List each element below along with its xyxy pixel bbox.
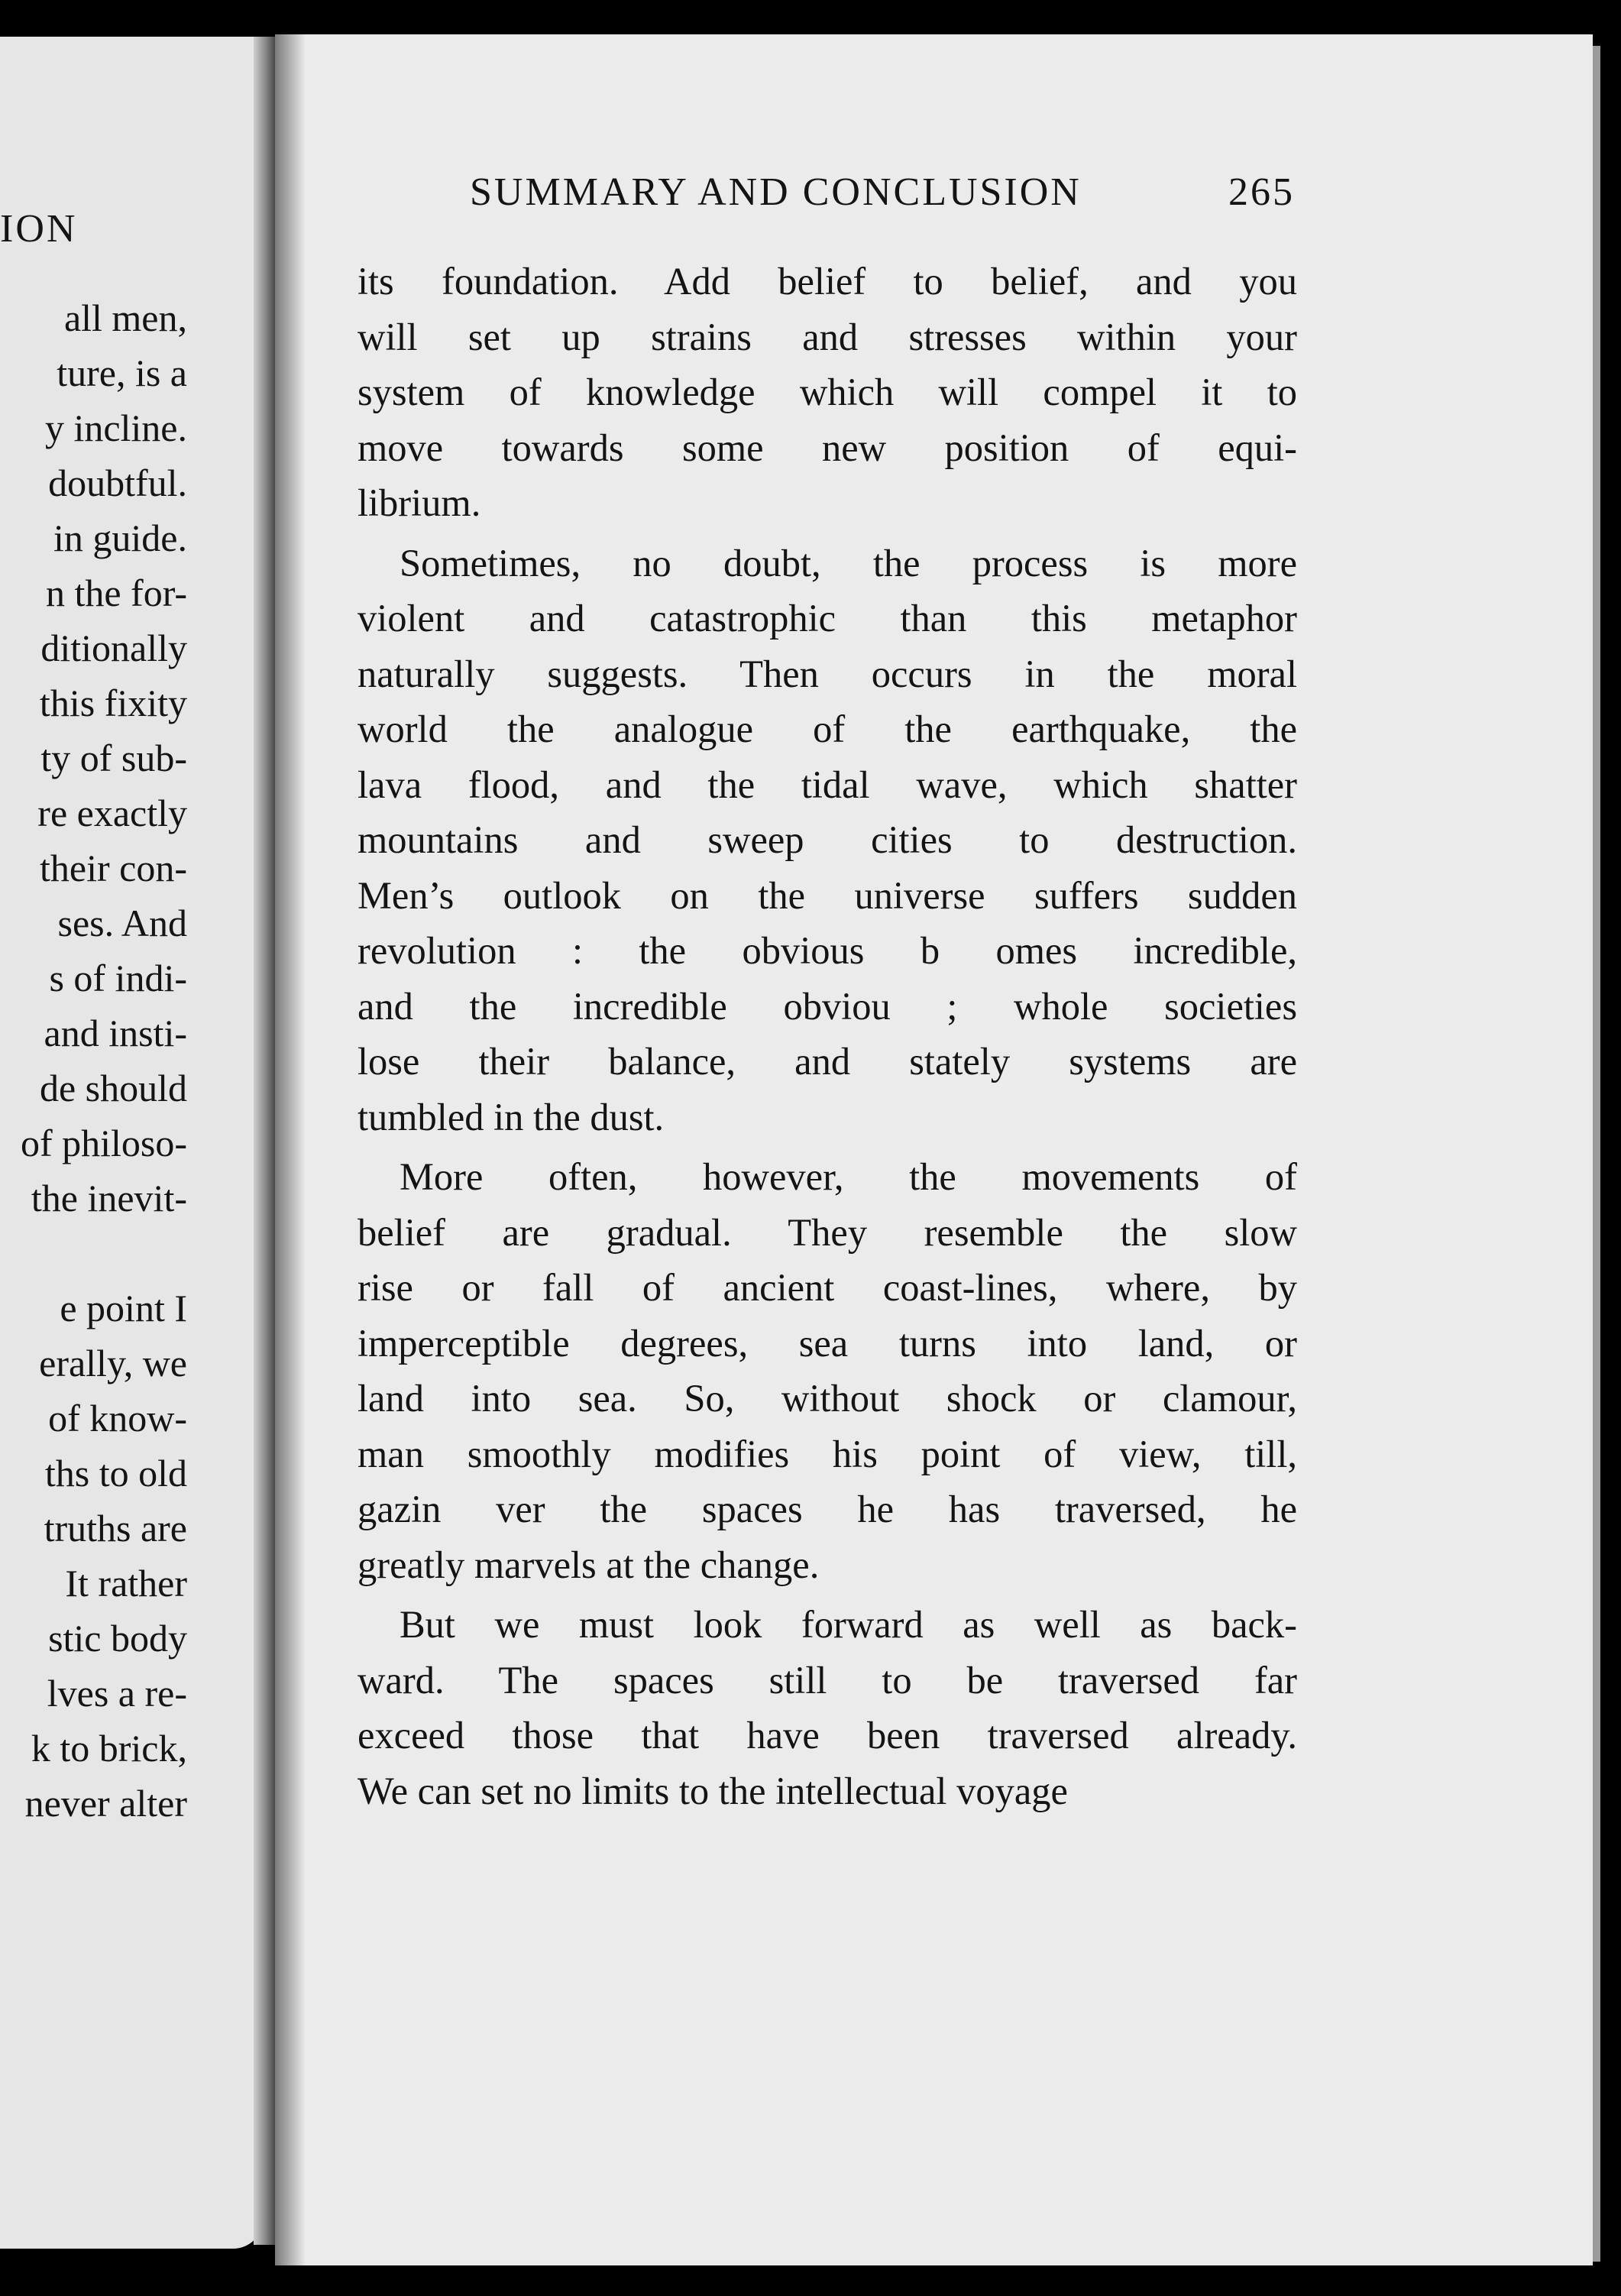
text-line: world the analogue of the earthquake, the <box>358 708 1297 750</box>
left-page-line: doubtful. <box>48 461 187 504</box>
left-page-line: ths to old <box>44 1452 187 1495</box>
left-page-line: s of indi- <box>49 957 187 999</box>
left-page-line: the inevit- <box>31 1177 187 1219</box>
text-line: lose their balance, and stately systems are <box>358 1040 1297 1083</box>
text-line: belief are gradual. They resemble the slow <box>358 1210 1297 1254</box>
left-page-line: k to brick, <box>31 1727 187 1770</box>
text-line: lava flood, and the tidal wave, which shatter <box>358 763 1297 806</box>
text-line: and the incredible obviou ; whole societies <box>358 984 1297 1028</box>
text-line: rise or fall of ancient coast-lines, where, by <box>358 1266 1297 1309</box>
text-line: exceed those that have been traversed already. <box>358 1714 1297 1757</box>
running-head-title: SUMMARY AND CONCLUSION <box>470 170 1082 214</box>
paragraph <box>358 254 1297 531</box>
left-page-line: lves a re- <box>47 1672 187 1715</box>
left-page-line: their con- <box>40 847 187 889</box>
left-page-line: n the for- <box>45 572 187 614</box>
page-number: 265 <box>1228 170 1295 214</box>
text-line: We can set no limits to the intellectual voyage <box>358 1769 1068 1812</box>
left-page-line: this fixity <box>39 682 187 724</box>
text-line: More often, however, the movements of <box>400 1155 1297 1198</box>
left-facing-page <box>0 37 264 2249</box>
left-page-line: of know- <box>48 1397 187 1439</box>
left-page-line: in guide. <box>53 517 187 559</box>
left-page-line: stic body <box>48 1617 187 1660</box>
text-line: will set up strains and stresses within your <box>358 315 1297 358</box>
left-page-line: and insti- <box>44 1012 187 1054</box>
left-page-text <box>0 290 187 1831</box>
text-line: gazin ver the spaces he has traversed, he <box>358 1488 1297 1530</box>
left-running-head: ION <box>0 207 78 251</box>
text-line: Men’s outlook on the universe suffers sudden <box>358 873 1297 917</box>
text-line: man smoothly modifies his point of view, till, <box>358 1432 1297 1475</box>
left-page-line: re exactly <box>37 792 187 834</box>
left-page-line: all men, <box>63 296 187 339</box>
left-page-line: de should <box>39 1067 187 1109</box>
text-line: move towards some new position of equi- <box>358 426 1297 469</box>
left-page-line: truths are <box>44 1507 187 1550</box>
left-page-line: of philoso- <box>20 1122 187 1164</box>
paragraph <box>358 1149 1297 1592</box>
left-page-line <box>0 1226 187 1281</box>
left-page-line: erally, we <box>39 1342 187 1384</box>
page-edge <box>1593 46 1600 2262</box>
paragraph <box>358 1597 1297 1818</box>
left-page-line: It rather <box>65 1562 187 1605</box>
text-line: But we must look forward as well as back- <box>400 1603 1297 1646</box>
text-line: violent and catastrophic than this metaphor <box>358 597 1297 640</box>
left-page-line: ditionally <box>40 627 187 669</box>
text-line: tumbled in the dust. <box>358 1095 665 1138</box>
left-page-line: ture, is a <box>57 351 187 394</box>
page-curl-shadow <box>275 34 306 2265</box>
text-line: land into sea. So, without shock or clamour, <box>358 1377 1297 1420</box>
left-page-line: never alter <box>24 1782 187 1825</box>
text-line: naturally suggests. Then occurs in the moral <box>358 652 1297 695</box>
page-body <box>358 254 1297 1818</box>
left-page-line: y incline. <box>44 406 187 449</box>
text-line: Sometimes, no doubt, the process is more <box>400 541 1297 585</box>
left-page-line: ses. And <box>57 902 187 944</box>
text-line: system of knowledge which will compel it to <box>358 371 1297 413</box>
text-line: mountains and sweep cities to destruction. <box>358 818 1297 861</box>
running-head <box>470 170 1295 215</box>
text-line: its foundation. Add belief to belief, and you <box>358 260 1297 303</box>
paragraph <box>358 536 1297 1145</box>
text-line: librium. <box>358 481 481 524</box>
text-line: revolution : the obvious b omes incredible, <box>358 929 1297 972</box>
left-page-line: e point I <box>60 1287 187 1329</box>
text-line: greatly marvels at the change. <box>358 1543 820 1586</box>
text-line: imperceptible degrees, sea turns into land, or <box>358 1321 1297 1365</box>
text-line: ward. The spaces still to be traversed far <box>358 1658 1297 1702</box>
left-page-line: ty of sub- <box>40 737 187 779</box>
